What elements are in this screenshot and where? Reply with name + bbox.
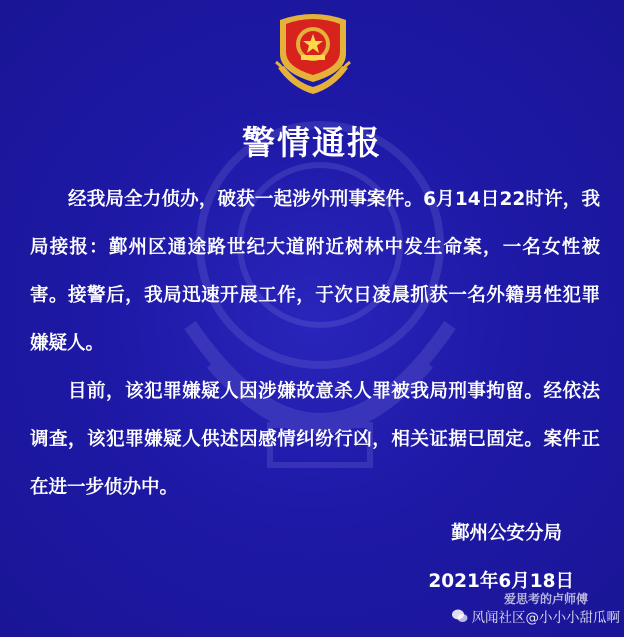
notice-title: 警情通报 — [242, 123, 382, 162]
watermark — [451, 604, 621, 628]
watermark-behind: 爱思考的卢师傅 — [503, 592, 588, 606]
wechat-logo-icon — [451, 607, 469, 625]
watermark-text: 风闻社区@小小小甜瓜啊 — [471, 610, 620, 626]
notice-paragraph-1: 经我局全力侦办，破获一起涉外刑事案件。6月14日22时许，我局接报：鄞州区通途路世纪大道附近树林中发生命案，一名女性被害。接警后，我局迅速开展工作，于次日凌晨抓获一名外籍男性犯罪嫌疑人。 — [30, 189, 600, 354]
issuer-name: 鄞州公安分局 — [450, 523, 562, 544]
police-emblem-icon — [272, 10, 354, 96]
notice-paragraph-2: 目前，该犯罪嫌疑人因涉嫌故意杀人罪被我局刑事拘留。经依法调查，该犯罪嫌疑人供述因感情纠纷行凶，相关证据已固定。案件正在进一步侦办中。 — [30, 381, 600, 498]
issue-date: 2021年6月18日 — [428, 571, 574, 592]
